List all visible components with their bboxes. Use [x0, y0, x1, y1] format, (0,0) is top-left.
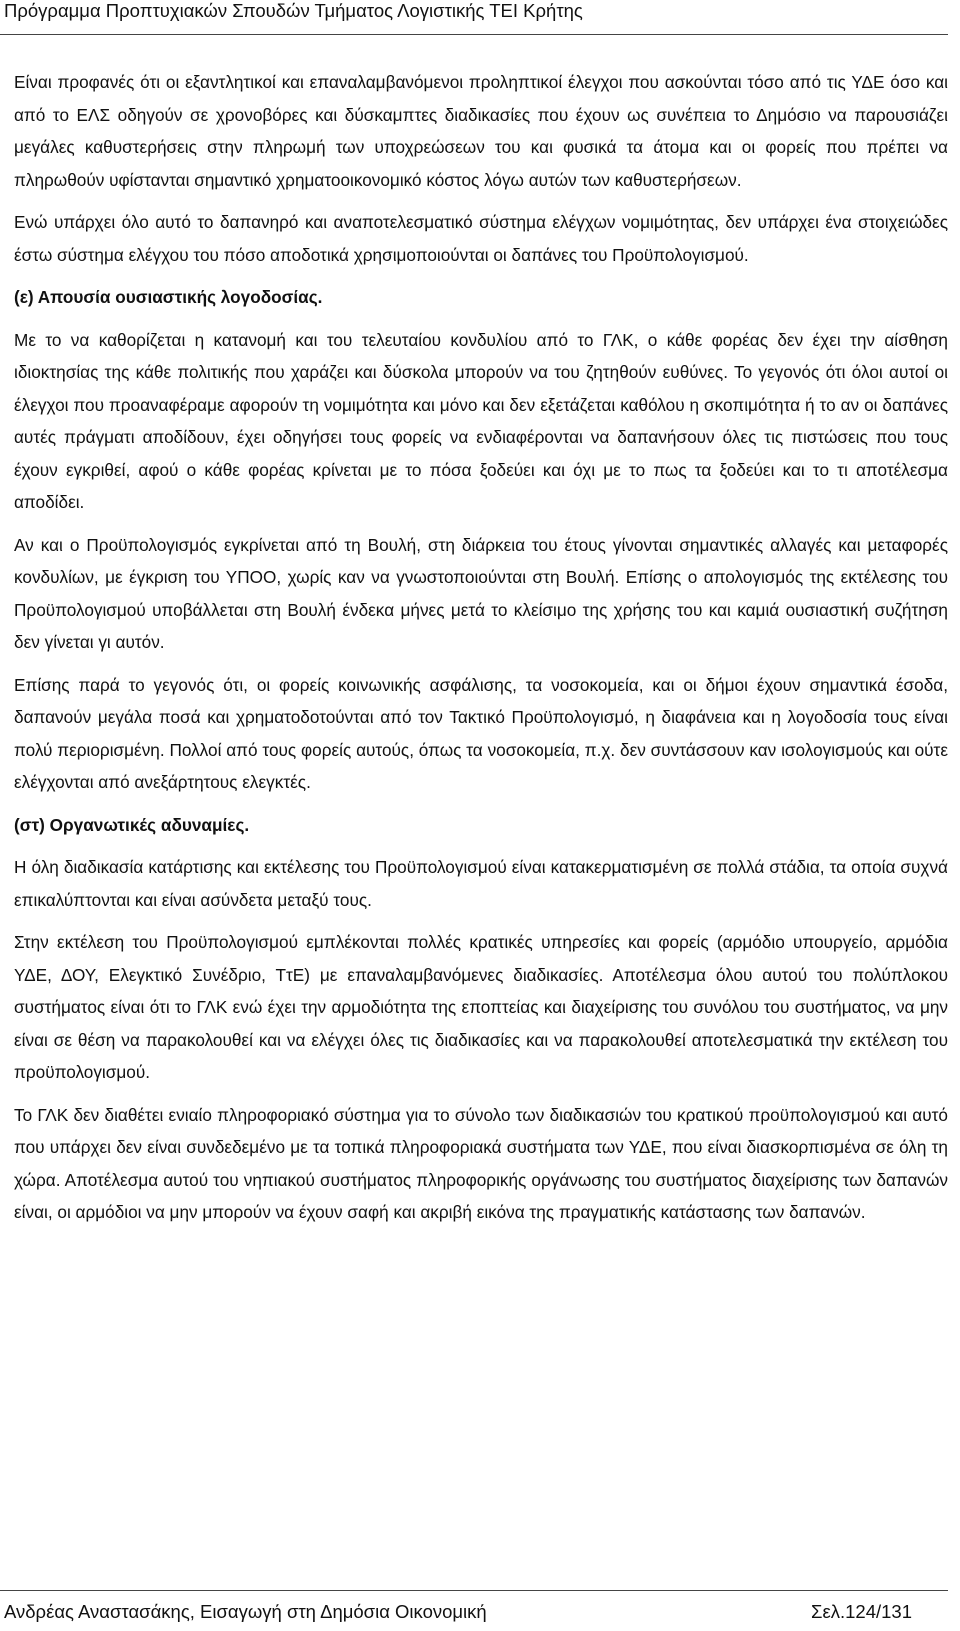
page-header — [0, 0, 948, 35]
page-footer — [0, 1590, 948, 1631]
paragraph-transparency: Επίσης παρά το γεγονός ότι, οι φορείς κοινωνικής ασφάλισης, τα νοσοκομεία, και οι δήμοι έχουν σημαντικά έσοδα, δαπανούν μεγάλα ποσά και χρηματοδοτούνται από τον Τακτικό Προϋπολογισμό, η διαφάνεια και η λογοδοσία τους είναι πολύ περιορισμένη. Πολλοί από τους φορείς αυτούς, όπως τα νοσοκομεία, π.χ. δεν συντάσσουν καν ισολογισμούς και ούτε ελέγχονται από ανεξάρτητους ελεγκτές. — [14, 674, 948, 792]
footer-author-title: Ανδρέας Αναστασάκης, Εισαγωγή στη Δημόσια Οικονομική — [4, 1601, 487, 1622]
header-title: Πρόγραμμα Προπτυχιακών Σπουδών Τμήματος Λογιστικής ΤΕΙ Κρήτης — [4, 0, 583, 21]
paragraph-no-efficiency-control: Ενώ υπάρχει όλο αυτό το δαπανηρό και αναποτελεσματικό σύστημα ελέγχων νομιμότητας, δεν υπάρχει ένα στοιχειώδες έστω σύστημα ελέγχου του πόσο αποδοτικά χρησιμοποιούνται οι δαπάνες του Προϋπολογισμού. — [14, 212, 948, 265]
paragraph-information-system: Το ΓΛΚ δεν διαθέτει ενιαίο πληροφοριακό σύστημα για το σύνολο των διαδικασιών του κρατικού προϋπολογισμού και αυτό που υπάρχει δεν είναι συνδεδεμένο με τα τοπικά πληροφοριακά συστήματα των ΥΔΕ, που είναι διασκορπισμένα σε όλη τη χώρα. Αποτέλεσμα αυτού του νηπιακού συστήματος πληροφορικής οργάνωσης του συστήματος διαχείρισης των δαπανών είναι, οι αρμόδιοι να μην μπορούν να έχουν σαφή και ακριβή εικόνα της πραγματικής κατάστασης των δαπανών. — [14, 1104, 948, 1222]
section-heading-accountability: (ε) Απουσία ουσιαστικής λογοδοσίας. — [14, 287, 323, 307]
paragraph-multiple-services: Στην εκτέλεση του Προϋπολογισμού εμπλέκονται πολλές κρατικές υπηρεσίες και φορείς (αρμόδιο υπουργείο, αρμόδια ΥΔΕ, ΔΟΥ, Ελεγκτικό Συνέδριο, ΤτΕ) με επαναλαμβανόμενες διαδικασίες. Αποτέλεσμα όλου αυτού του πολύπλοκου συστήματος είναι ότι το ΓΛΚ ενώ έχει την αρμοδιότητα της εποπτείας και διαχείρισης του συνόλου του συστήματος, να μην είναι σε θέση να παρακολουθεί και να ελέγχει όλες τις διαδικασίες και να παρακολουθεί αποτελεσματικά την εκτέλεση του προϋπολογισμού. — [14, 932, 948, 1082]
paragraph-allocation-glk: Με το να καθορίζεται η κατανομή και του τελευταίου κονδυλίου από το ΓΛΚ, ο κάθε φορέας δεν έχει την αίσθηση ιδιοκτησίας της κάθε πολιτικής που χαράζει και δύσκολα μπορούν να του ζητηθούν ευθύνες. Το γεγονός ότι όλοι αυτοί οι έλεγχοι που προαναφέραμε αφορούν τη νομιμότητα και μόνο και δεν εξετάζεται καθόλου η σκοπιμότητα ή το αν οι δαπάνες αυτές πράγματι αποδίδουν, έχει οδηγήσει τους φορείς να ενδιαφέρονται να δαπανήσουν όλες τις πιστώσεις που τους έχουν εγκριθεί, αφού ο κάθε φορέας κρίνεται με το πόσα ξοδεύει και όχι με το πως τα ξοδεύει και το τι αποτέλεσμα αποδίδει. — [14, 329, 948, 512]
paragraph-controls-delays: Είναι προφανές ότι οι εξαντλητικοί και επαναλαμβανόμενοι προληπτικοί έλεγχοι που ασκούνται τόσο από τις ΥΔΕ όσο και από το ΕΛΣ οδηγούν σε χρονοβόρες και δύσκαμπτες διαδικασίες που έχουν ως συνέπεια το Δημόσιο να παρουσιάζει μεγάλες καθυστερήσεις στην πληρωμή των υποχρεώσεων του και φυσικά τα άτομα και οι φορείς που πρέπει να πληρωθούν υφίστανται σημαντικό χρηματοοικονομικό κόστος λόγω αυτών των καθυστερήσεων. — [14, 72, 948, 190]
paragraph-parliament-approval: Αν και ο Προϋπολογισμός εγκρίνεται από τη Βουλή, στη διάρκεια του έτους γίνονται σημαντικές αλλαγές και μεταφορές κονδυλίων, με έγκριση του ΥΠΟΟ, χωρίς καν να γνωστοποιούνται στη Βουλή. Επίσης ο απολογισμός της εκτέλεσης του Προϋπολογισμού υποβάλλεται στη Βουλή ένδεκα μήνες μετά το κλείσιμο της χρήσης του και καμιά ουσιαστική συζήτηση δεν γίνεται γι αυτόν. — [14, 534, 948, 652]
paragraph-fragmented-process: Η όλη διαδικασία κατάρτισης και εκτέλεσης του Προϋπολογισμού είναι κατακερματισμένη σε πολλά στάδια, τα οποία συχνά επικαλύπτονται και είναι ασύνδετα μεταξύ τους. — [14, 857, 948, 910]
document-body — [14, 66, 948, 1239]
footer-page-number: Σελ.124/131 — [811, 1601, 912, 1622]
section-heading-organizational: (στ) Οργανωτικές αδυναμίες. — [14, 814, 250, 835]
